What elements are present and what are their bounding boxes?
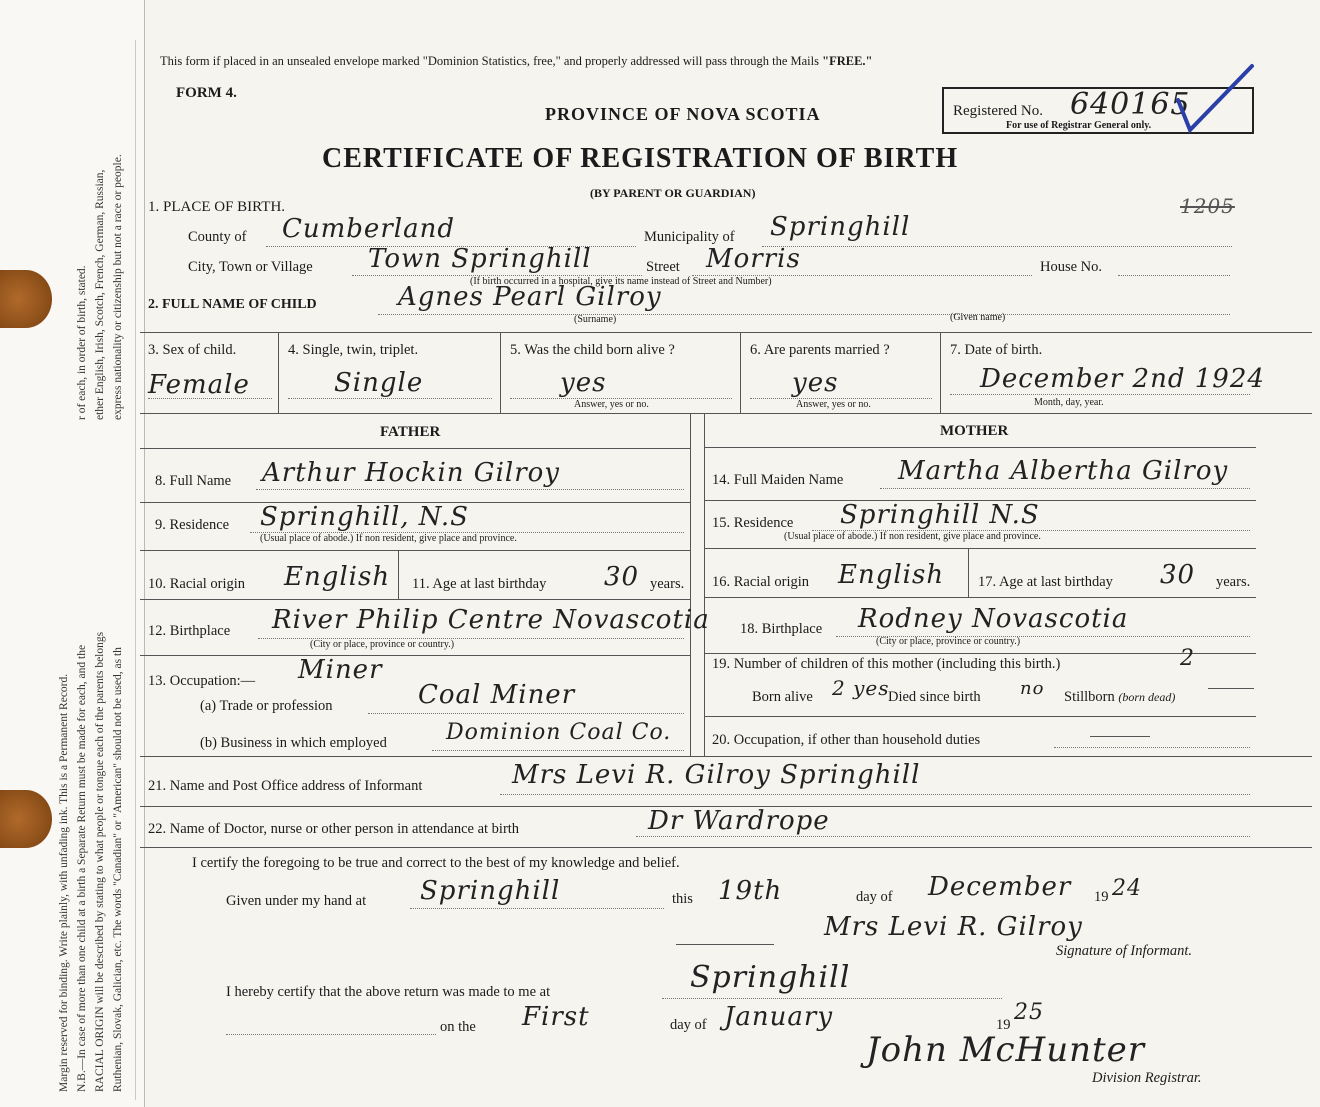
mother-residence-label: 15. Residence (712, 515, 794, 531)
given-year-prefix: 19 (1094, 889, 1109, 905)
father-trade-value: Coal Miner (418, 680, 576, 710)
mother-residence-value: Springhill N.S (840, 500, 1040, 530)
this-label: this (672, 891, 693, 907)
rule-certify-top (140, 847, 1312, 848)
doctor-label: 22. Name of Doctor, nurse or other person in attendance at birth (148, 821, 520, 837)
punch-hole-top (0, 270, 52, 328)
street-label: Street (646, 259, 680, 275)
father-rule-3 (140, 599, 690, 600)
registrar-caption: Division Registrar. (1092, 1070, 1202, 1086)
margin-note-2: N.B.—In case of more than one child at a birth a Separate Return must be made for each, and the (76, 644, 88, 1092)
hospital-note: (If birth occurred in a hospital, give its name instead of Street and Number) (470, 276, 772, 287)
father-age-value: 30 (604, 562, 640, 592)
father-age-unit: years. (650, 576, 685, 592)
father-rule-2 (140, 550, 690, 551)
stillborn-text: Stillborn (1064, 689, 1115, 705)
municipality-label: Municipality of (644, 229, 735, 245)
mother-name-value: Martha Albertha Gilroy (898, 456, 1229, 486)
father-rule-4 (140, 655, 690, 656)
margin-note-3: RACIAL ORIGIN will be described by stating to what people or tongue each of the parents belongs (94, 631, 106, 1092)
registrar-note: For use of Registrar General only. (1006, 120, 1152, 131)
stillborn-label (1064, 689, 1175, 706)
registrar-signature: John McHunter (866, 1030, 1146, 1070)
given-place: Springhill (420, 876, 561, 906)
given-year: 24 (1112, 876, 1142, 901)
dob-rule (950, 394, 1250, 395)
died-since-birth-label: Died since birth (888, 689, 981, 705)
municipality-value: Springhill (770, 212, 911, 242)
form-number: FORM 4. (176, 85, 237, 101)
father-residence-note: (Usual place of abode.) If non resident, give place and province. (260, 533, 517, 544)
parents-married-note: Answer, yes or no. (796, 399, 871, 410)
father-heading-rule (140, 448, 690, 449)
given-name-note: (Given name) (950, 312, 1006, 323)
rule-row-3-top (140, 332, 1312, 333)
signature-short-rule (676, 944, 774, 945)
registrar-place-rule (662, 998, 1002, 999)
informant-label: 21. Name and Post Office address of Informant (148, 778, 423, 794)
informant-signature-caption: Signature of Informant. (1056, 943, 1193, 959)
street-value: Morris (706, 244, 801, 274)
born-alive-note: Answer, yes or no. (574, 399, 649, 410)
doctor-value: Dr Wardrope (648, 806, 830, 836)
father-age-label: 11. Age at last birthday (412, 576, 547, 592)
mother-age-unit: years. (1216, 574, 1251, 590)
parents-divider-right (704, 414, 705, 756)
born-alive-label: Born alive (752, 689, 813, 705)
house-rule (1118, 275, 1230, 276)
registrar-day-of-label: day of (670, 1017, 707, 1033)
informant-signature: Mrs Levi R. Gilroy (824, 912, 1083, 942)
father-occupation-label: 13. Occupation:— (148, 673, 256, 689)
certificate-title: CERTIFICATE OF REGISTRATION OF BIRTH (322, 143, 959, 174)
father-business-rule (432, 750, 684, 751)
city-label: City, Town or Village (188, 259, 313, 275)
sex-rule (148, 398, 272, 399)
born-alive-question: 5. Was the child born alive ? (510, 342, 675, 358)
dob-label: 7. Date of birth. (950, 342, 1043, 358)
parents-married-answer: yes (792, 368, 839, 398)
province-title: PROVINCE OF NOVA SCOTIA (545, 104, 821, 124)
father-residence-label: 9. Residence (155, 517, 230, 533)
blue-checkmark-icon (1170, 60, 1260, 140)
registrar-lead-rule (226, 1034, 436, 1035)
certificate-subtitle: (BY PARENT OR GUARDIAN) (590, 186, 756, 200)
mother-name-label: 14. Full Maiden Name (712, 472, 844, 488)
mother-race-label: 16. Racial origin (712, 574, 810, 590)
margin-note-4b: express nationality or citizenship but not a race or people. (112, 154, 124, 420)
rule-informant-top (140, 756, 1312, 757)
child-name-value: Agnes Pearl Gilroy (398, 282, 662, 312)
registered-number: 640165 (1070, 87, 1191, 122)
mother-rule-5 (704, 716, 1256, 717)
col-divider-2 (500, 333, 501, 413)
father-business-value: Dominion Coal Co. (446, 720, 672, 745)
died-since-birth-value: no (1020, 678, 1045, 699)
county-label: County of (188, 229, 247, 245)
mother-race-divider (968, 549, 969, 597)
father-heading: FATHER (380, 424, 441, 440)
father-name-rule (256, 489, 684, 490)
registrar-month: January (724, 1002, 834, 1032)
informant-rule (500, 794, 1250, 795)
father-birthplace-value: River Philip Centre Novascotia (272, 605, 710, 635)
sex-value: Female (148, 370, 250, 400)
county-value: Cumberland (282, 214, 455, 244)
father-race-label: 10. Racial origin (148, 576, 246, 592)
given-month: December (928, 872, 1072, 902)
plurality-value: Single (334, 368, 424, 398)
parents-married-question: 6. Are parents married ? (750, 342, 890, 358)
child-name-label: 2. FULL NAME OF CHILD (148, 297, 317, 312)
mother-children-value: 2 (1180, 646, 1195, 671)
registrar-statement: I hereby certify that the above return was made to me at (226, 984, 551, 1000)
parents-divider-left (690, 414, 691, 756)
certify-statement: I certify the foregoing to be true and correct to the best of my knowledge and belief. (192, 855, 680, 871)
col-divider-1 (278, 333, 279, 413)
mail-notice (160, 54, 872, 69)
col-divider-4 (940, 333, 941, 413)
given-under-label: Given under my hand at (226, 893, 367, 909)
father-birthplace-label: 12. Birthplace (148, 623, 231, 639)
mother-heading-rule (704, 447, 1256, 448)
father-trade-rule (368, 713, 684, 714)
surname-note: (Surname) (574, 314, 617, 325)
child-name-rule (378, 314, 1230, 315)
mail-notice-text: This form if placed in an unsealed envelope marked "Dominion Statistics, free," and properly addressed will pass through the Mails (160, 54, 819, 68)
margin-rule (135, 40, 136, 1100)
father-occupation-value: Miner (298, 655, 383, 685)
father-trade-label: (a) Trade or profession (200, 698, 333, 714)
father-race-value: English (284, 562, 391, 592)
given-place-rule (410, 908, 664, 909)
mother-children-label: 19. Number of children of this mother (including this birth.) (712, 656, 1061, 672)
sex-label: 3. Sex of child. (148, 342, 237, 358)
father-birthplace-note: (City or place, province or country.) (310, 639, 455, 650)
mother-occupation-label: 20. Occupation, if other than household duties (712, 732, 981, 748)
mother-age-value: 30 (1160, 560, 1196, 590)
mother-residence-note: (Usual place of abode.) If non resident, give place and province. (784, 531, 1041, 542)
plurality-rule (288, 398, 492, 399)
mother-birthplace-value: Rodney Novascotia (858, 604, 1129, 634)
registered-label: Registered No. (953, 103, 1043, 119)
father-business-label: (b) Business in which employed (200, 735, 387, 751)
mother-occupation-dash (1090, 736, 1150, 737)
stillborn-note: (born dead) (1118, 690, 1176, 704)
stillborn-dash (1208, 688, 1254, 689)
place-of-birth-heading: 1. PLACE OF BIRTH. (148, 199, 286, 215)
mother-birthplace-note: (City or place, province or country.) (876, 636, 1021, 647)
born-alive-answer: yes (560, 368, 607, 398)
margin-note-2b: r of each, in order of birth, stated. (76, 265, 88, 420)
plurality-label: 4. Single, twin, triplet. (288, 342, 419, 358)
on-the-label: on the (440, 1019, 476, 1035)
father-residence-value: Springhill, N.S (260, 502, 469, 532)
dob-value: December 2nd 1924 (980, 364, 1265, 394)
doctor-rule (636, 836, 1250, 837)
margin-note-3b: ether English, Irish, Scotch, French, German, Russian, (94, 169, 106, 420)
registrar-year-prefix: 19 (996, 1017, 1011, 1033)
father-name-label: 8. Full Name (155, 473, 232, 489)
margin-note-4: Ruthenian, Slovak, Galician, etc. The words "Canadian" or "American" should not be used, as th (112, 647, 124, 1092)
father-race-divider (398, 551, 399, 599)
mother-rule-3 (704, 597, 1256, 598)
born-alive-value: 2 yes (832, 676, 890, 700)
father-name-value: Arthur Hockin Gilroy (262, 458, 560, 488)
mother-occupation-rule (1054, 747, 1250, 748)
mother-name-rule (880, 488, 1250, 489)
city-value: Town Springhill (368, 244, 592, 274)
mother-birthplace-label: 18. Birthplace (740, 621, 823, 637)
day-of-label: day of (856, 889, 893, 905)
mother-rule-4 (704, 653, 1256, 654)
registrar-place: Springhill (690, 960, 851, 995)
mother-age-label: 17. Age at last birthday (978, 574, 1113, 590)
informant-value: Mrs Levi R. Gilroy Springhill (512, 760, 921, 790)
punch-hole-bottom (0, 790, 52, 848)
mother-race-value: English (838, 560, 945, 590)
rule-parents-top (140, 413, 1312, 414)
mother-rule-2 (704, 548, 1256, 549)
given-day: 19th (718, 876, 783, 906)
registrar-day: First (522, 1002, 590, 1032)
registrar-year: 25 (1014, 1000, 1044, 1025)
col-divider-3 (740, 333, 741, 413)
mail-free: "FREE." (822, 54, 873, 68)
municipality-rule (762, 246, 1232, 247)
house-label: House No. (1040, 259, 1103, 275)
dob-note: Month, day, year. (1034, 397, 1104, 408)
mother-heading: MOTHER (940, 423, 1009, 439)
margin-note-1: Margin reserved for binding. Write plainly, with unfading ink. This is a Permanent Record. (58, 673, 70, 1092)
stamp-number: 1205 (1180, 194, 1235, 218)
